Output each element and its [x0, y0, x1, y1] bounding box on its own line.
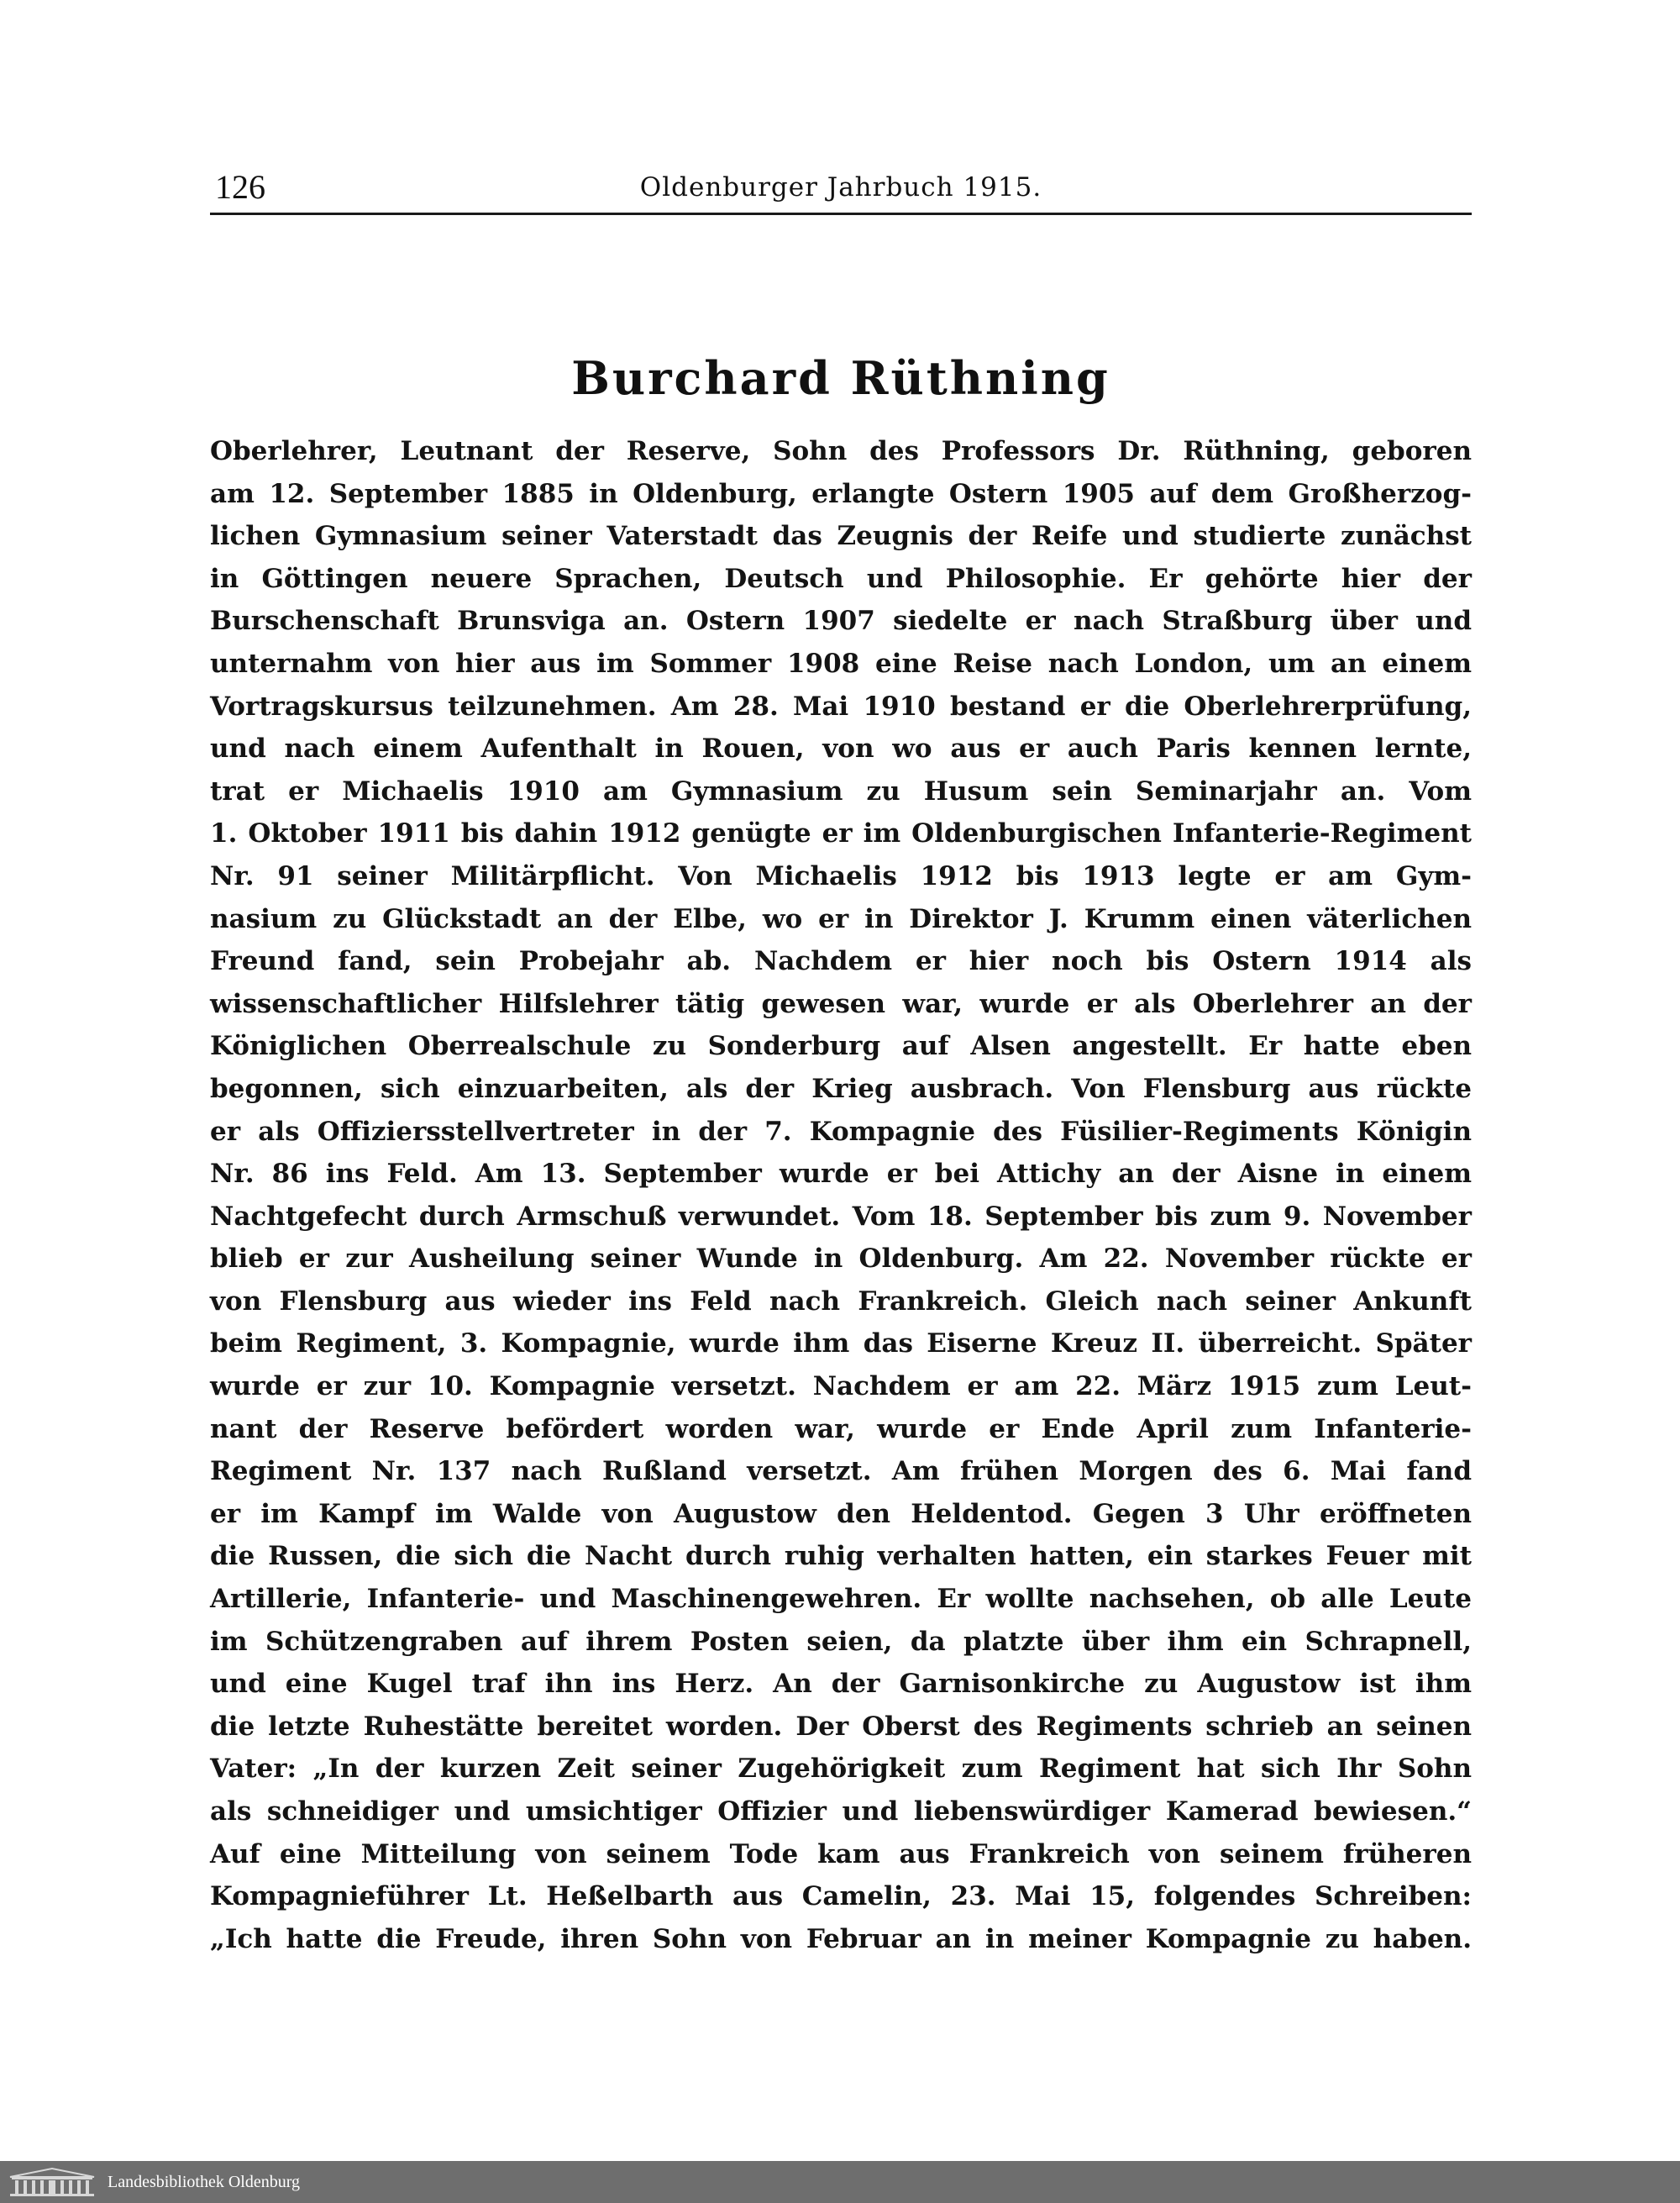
- library-building-icon: [7, 2167, 97, 2197]
- body-line: Kompagnieführer Lt. Heßelbarth aus Camelin, 23. Mai 15, folgendes Schreiben:: [210, 1881, 1472, 1912]
- body-line: wurde er zur 10. Kompagnie versetzt. Nachdem er am 22. März 1915 zum Leut-: [210, 1371, 1472, 1402]
- body-line: die Russen, die sich die Nacht durch ruhig verhalten hatten, ein starkes Feuer mit: [210, 1541, 1472, 1572]
- body-line: lichen Gymnasium seiner Vaterstadt das Zeugnis der Reife und studierte zunächst: [210, 521, 1472, 552]
- body-line: er im Kampf im Walde von Augustow den Heldentod. Gegen 3 Uhr eröffneten: [210, 1498, 1472, 1529]
- library-name: Landesbibliothek Oldenburg: [108, 2173, 301, 2191]
- body-line: Nr. 86 ins Feld. Am 13. September wurde er bei Attichy an der Aisne in einem: [210, 1159, 1472, 1190]
- body-line: Königlichen Oberrealschule zu Sonderburg auf Alsen angestellt. Er hatte eben: [210, 1031, 1472, 1062]
- body-line: Vater: „In der kurzen Zeit seiner Zugehörigkeit zum Regiment hat sich Ihr Sohn: [210, 1753, 1472, 1785]
- body-line: Freund fand, sein Probejahr ab. Nachdem er hier noch bis Ostern 1914 als: [210, 946, 1472, 977]
- body-line: und eine Kugel traf ihn ins Herz. An der Garnisonkirche zu Augustow ist ihm: [210, 1669, 1472, 1700]
- running-title: Oldenburger Jahrbuch 1915.: [639, 172, 1042, 202]
- body-line: Regiment Nr. 137 nach Rußland versetzt. Am frühen Morgen des 6. Mai fand: [210, 1456, 1472, 1487]
- body-line: nant der Reserve befördert worden war, wurde er Ende April zum Infanterie-: [210, 1413, 1472, 1444]
- body-line: im Schützengraben auf ihrem Posten seien, da platzte über ihm ein Schrapnell,: [210, 1626, 1472, 1657]
- body-line: unternahm von hier aus im Sommer 1908 eine Reise nach London, um an einem: [210, 648, 1472, 679]
- body-line: er als Offiziersstellvertreter in der 7. Kompagnie des Füsilier-Regiments Königin: [210, 1116, 1472, 1147]
- article-title: Burchard Rüthning: [571, 351, 1110, 405]
- body-line: Nachtgefecht durch Armschuß verwundet. Vom 18. September bis zum 9. November: [210, 1201, 1472, 1232]
- body-line: am 12. September 1885 in Oldenburg, erlangte Ostern 1905 auf dem Großherzog-: [210, 478, 1472, 509]
- body-line: Auf eine Mitteilung von seinem Tode kam aus Frankreich von seinem früheren: [210, 1838, 1472, 1869]
- body-line: 1. Oktober 1911 bis dahin 1912 genügte er im Oldenburgischen Infanterie-Regiment: [210, 818, 1472, 849]
- body-line: in Göttingen neuere Sprachen, Deutsch und Philosophie. Er gehörte hier der: [210, 563, 1472, 594]
- body-line: nasium zu Glückstadt an der Elbe, wo er in Direktor J. Krumm einen väterlichen: [210, 903, 1472, 934]
- body-line: begonnen, sich einzuarbeiten, als der Krieg ausbrach. Von Flensburg aus rückte: [210, 1073, 1472, 1104]
- page-number: 126: [215, 168, 265, 206]
- body-line: blieb er zur Ausheilung seiner Wunde in Oldenburg. Am 22. November rückte er: [210, 1243, 1472, 1275]
- body-line: und nach einem Aufenthalt in Rouen, von wo aus er auch Paris kennen lernte,: [210, 733, 1472, 765]
- page-header: [210, 166, 1472, 217]
- body-line: „Ich hatte die Freude, ihren Sohn von Februar an in meiner Kompagnie zu haben.: [210, 1923, 1472, 1954]
- body-line: Vortragskursus teilzunehmen. Am 28. Mai 1910 bestand er die Oberlehrerprüfung,: [210, 691, 1472, 722]
- library-footer-bar: [0, 2161, 1680, 2203]
- body-line: Burschenschaft Brunsviga an. Ostern 1907 siedelte er nach Straßburg über und: [210, 606, 1472, 637]
- body-line: Nr. 91 seiner Militärpflicht. Von Michaelis 1912 bis 1913 legte er am Gym-: [210, 860, 1472, 891]
- header-rule: [210, 213, 1472, 215]
- body-line: Artillerie, Infanterie- und Maschinengewehren. Er wollte nachsehen, ob alle Leute: [210, 1584, 1472, 1615]
- body-line: die letzte Ruhestätte bereitet worden. Der Oberst des Regiments schrieb an seinen: [210, 1711, 1472, 1742]
- body-line: Oberlehrer, Leutnant der Reserve, Sohn des Professors Dr. Rüthning, geboren: [210, 436, 1472, 466]
- body-line: wissenschaftlicher Hilfslehrer tätig gewesen war, wurde er als Oberlehrer an der: [210, 988, 1472, 1019]
- body-line: von Flensburg aus wieder ins Feld nach Frankreich. Gleich nach seiner Ankunft: [210, 1286, 1472, 1317]
- body-line: als schneidiger und umsichtiger Offizier und liebenswürdiger Kamerad bewiesen.“: [210, 1796, 1472, 1827]
- article-body: [210, 430, 1472, 1960]
- body-line: trat er Michaelis 1910 am Gymnasium zu Husum sein Seminarjahr an. Vom: [210, 776, 1472, 807]
- body-line: beim Regiment, 3. Kompagnie, wurde ihm das Eiserne Kreuz II. überreicht. Später: [210, 1328, 1472, 1359]
